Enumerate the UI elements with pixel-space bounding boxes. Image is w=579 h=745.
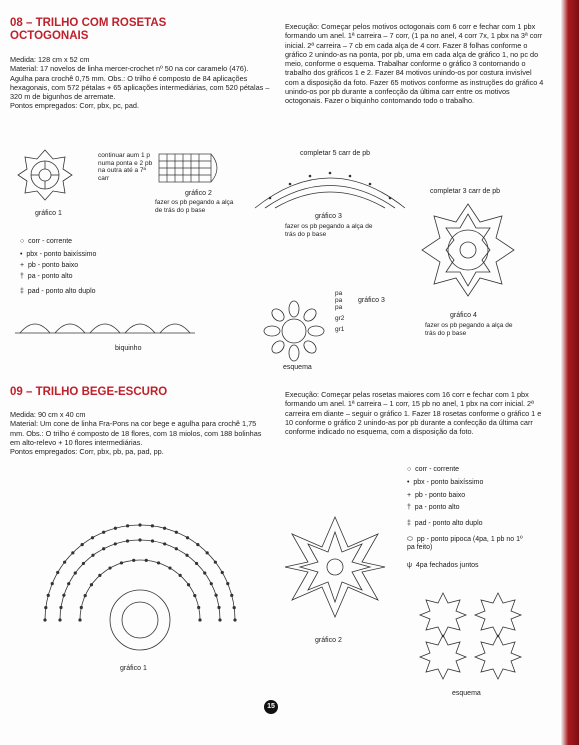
section-08-material: Material: 17 novelos de linha mercer-crochet nº 50 na cor caramelo (476). Agulha para crochê 0,75 mm. Obs.: O trilho é composto de 84 aplicações hexagonais, com 572 pétalas + 65 aplicações intermediárias, com 520 pétalas – 320 m de bigunhos de arremate. bbox=[10, 64, 270, 102]
section-08-pontos: Pontos empregados: Corr, pbx, pc, pad. bbox=[10, 101, 139, 111]
section-09-grafico-1-diagram bbox=[25, 480, 255, 660]
legend-item bbox=[407, 536, 527, 552]
stitch-dot bbox=[193, 594, 196, 597]
section-09-esquema-diagram bbox=[418, 585, 528, 685]
legend-item bbox=[407, 562, 479, 569]
stitch-dot bbox=[90, 583, 93, 586]
section-09-execucao: Execução: Começar pelas rosetas maiores com 16 corr e fechar com 1 pbx formando um anel. 1ª carreira – 1 corr, 15 pb no anel, 1 pbx na corr inicial. 2ª carreira em diante – seguir o gráfico 1. Fazer 18 rosetas conforme o gráfico 1 e 10 conforme o gráfico 2 unindo-as por pb durante a confecção da última carr conforme indicado no esquema, com a disposição da foto. bbox=[285, 390, 542, 437]
legend-text: 4pa fechados juntos bbox=[415, 562, 479, 569]
stitch-dot bbox=[120, 561, 123, 564]
legend-item bbox=[20, 273, 73, 280]
stitch-dot bbox=[203, 571, 206, 574]
stitch-dot bbox=[98, 574, 101, 577]
stitch-dot bbox=[43, 618, 46, 621]
stitch-dot bbox=[102, 531, 105, 534]
esquema-label: pa bbox=[335, 297, 343, 304]
section-09-body bbox=[10, 410, 272, 456]
stitch-dot bbox=[168, 566, 171, 569]
stitch-dot bbox=[226, 582, 229, 585]
stitch-dot bbox=[195, 562, 198, 565]
legend-item bbox=[20, 251, 96, 258]
legend-symbol: ⬭ bbox=[407, 536, 413, 543]
legend-item bbox=[20, 288, 96, 295]
stitch-dot bbox=[71, 551, 74, 554]
section-08-grafico-4-label: gráfico 4 bbox=[450, 312, 477, 319]
section-08-grafico-4-note: fazer os pb pegando a alça de trás do p base bbox=[425, 322, 513, 337]
stitch-dot bbox=[138, 538, 141, 541]
legend-symbol: ○ bbox=[20, 238, 25, 245]
stitch-dot bbox=[217, 606, 220, 609]
section-08-title-line1: 08 – TRILHO COM ROSETAS bbox=[10, 17, 167, 29]
legend-symbol: + bbox=[20, 262, 25, 269]
legend-text: pbx - ponto baixíssimo bbox=[413, 479, 484, 486]
section-09-grafico-2-label: gráfico 2 bbox=[315, 637, 342, 644]
stitch-dot bbox=[114, 527, 117, 530]
stitch-dot bbox=[151, 539, 154, 542]
legend-text: pb - ponto baixo bbox=[414, 492, 466, 499]
stitch-dot bbox=[198, 618, 201, 621]
stitch-dot bbox=[91, 536, 94, 539]
stitch-dot bbox=[74, 571, 77, 574]
legend-symbol: ψ bbox=[407, 562, 412, 569]
legend-symbol: • bbox=[407, 479, 410, 486]
legend-item bbox=[20, 262, 78, 269]
legend-item bbox=[407, 492, 465, 499]
legend-text: pp - ponto pipoca (4pa, 1 pb no 1º pa feito) bbox=[407, 536, 523, 551]
legend-text: pad - ponto alto duplo bbox=[414, 520, 483, 527]
stitch-dot bbox=[157, 561, 160, 564]
legend-text: pbx - ponto baixíssimo bbox=[26, 251, 97, 258]
stitch-dot bbox=[126, 539, 129, 542]
legend-text: corr - corrente bbox=[28, 238, 73, 245]
section-09-grafico-1-label: gráfico 1 bbox=[120, 665, 147, 672]
stitch-dot bbox=[84, 594, 87, 597]
stitch-dot bbox=[145, 559, 148, 562]
legend-symbol: + bbox=[407, 492, 412, 499]
section-08-esquema-label: esquema bbox=[283, 364, 312, 371]
section-08-grafico-3-label: gráfico 3 bbox=[315, 213, 342, 220]
stitch-dot bbox=[218, 618, 221, 621]
stitch-dot bbox=[233, 606, 236, 609]
stitch-dot bbox=[67, 582, 70, 585]
legend-symbol: † bbox=[407, 504, 411, 511]
section-08-biquinho-label: biquinho bbox=[115, 345, 142, 352]
stitch-dot bbox=[179, 574, 182, 577]
stitch-dot bbox=[230, 594, 233, 597]
section-08-grafico-1-diagram bbox=[15, 145, 75, 205]
section-08-esquema-diagram bbox=[262, 296, 332, 361]
legend-symbol: ○ bbox=[407, 466, 412, 473]
legend-item bbox=[407, 479, 483, 486]
esquema-label: pa bbox=[335, 304, 343, 311]
section-08-grafico-3-diagram bbox=[250, 158, 410, 213]
stitch-dot bbox=[214, 561, 217, 564]
esquema-label: pa bbox=[335, 290, 343, 297]
stitch-dot bbox=[175, 531, 178, 534]
page-edge-decoration bbox=[561, 0, 579, 745]
stitch-dot bbox=[210, 582, 213, 585]
legend-symbol: • bbox=[20, 251, 23, 258]
stitch-dot bbox=[163, 527, 166, 530]
stitch-dot bbox=[214, 594, 217, 597]
section-09-medida: Medida: 90 cm x 40 cm bbox=[10, 410, 86, 419]
stitch-dot bbox=[138, 523, 141, 526]
legend-item bbox=[20, 238, 72, 245]
stitch-dot bbox=[51, 582, 54, 585]
stitch-dot bbox=[206, 551, 209, 554]
stitch-dot bbox=[197, 606, 200, 609]
section-08-esquema-grafico3-label: gráfico 3 bbox=[358, 297, 385, 304]
section-09-esquema-label: esquema bbox=[452, 690, 481, 697]
section-09-material: Material: Um cone de linha Fra-Pons na cor bege e agulha para crochê 1,75 mm. Obs.: O trilho é composto de 18 flores, com 18 miolos, com 188 bolinhas em alto-relevo + 10 flores intermediárias. bbox=[10, 419, 262, 447]
stitch-dot bbox=[132, 559, 135, 562]
section-08-grafico-3-top-note: completar 5 carr de pb bbox=[300, 150, 371, 157]
stitch-dot bbox=[233, 618, 236, 621]
section-08-grafico-2-note: fazer os pb pegando a alça de trás do p base bbox=[155, 199, 234, 214]
section-09-grafico-2-diagram bbox=[280, 512, 390, 622]
section-09-title: 09 – TRILHO BEGE-ESCURO bbox=[10, 386, 168, 398]
legend-text: pa - ponto alto bbox=[414, 504, 460, 511]
stitch-dot bbox=[221, 571, 224, 574]
stitch-dot bbox=[196, 543, 199, 546]
page-number: 15 bbox=[264, 700, 278, 714]
section-09-pontos: Pontos empregados: Corr, pbx, pb, pa, pad, pp. bbox=[10, 447, 164, 457]
stitch-dot bbox=[102, 547, 105, 550]
section-08-grafico-4-top-note: completar 3 carr de pb bbox=[430, 188, 501, 195]
stitch-dot bbox=[62, 594, 65, 597]
legend-text: corr - corrente bbox=[415, 466, 460, 473]
section-08-grafico-2-continue-note: continuar aum 1 p numa ponta e 2 pb na outra até a 7ª carr bbox=[98, 152, 153, 182]
stitch-dot bbox=[82, 562, 85, 565]
stitch-dot bbox=[91, 554, 94, 557]
stitch-dot bbox=[114, 542, 117, 545]
section-08-biquinho-diagram bbox=[15, 313, 195, 343]
section-08-grafico-1-label: gráfico 1 bbox=[35, 210, 62, 217]
section-08-esquema-labels bbox=[335, 290, 344, 333]
stitch-dot bbox=[108, 566, 111, 569]
section-08-grafico-2-diagram bbox=[155, 148, 225, 188]
stitch-dot bbox=[63, 561, 66, 564]
esquema-label: gr2 bbox=[335, 315, 345, 322]
legend-symbol: ‡ bbox=[20, 288, 24, 295]
stitch-dot bbox=[163, 542, 166, 545]
stitch-dot bbox=[175, 547, 178, 550]
section-08-title-line2: OCTOGONAIS bbox=[10, 30, 89, 42]
legend-text: pb - ponto baixo bbox=[27, 262, 79, 269]
stitch-dot bbox=[151, 524, 154, 527]
legend-item bbox=[407, 466, 459, 473]
stitch-dot bbox=[81, 543, 84, 546]
esquema-label: gr1 bbox=[335, 326, 345, 333]
stitch-dot bbox=[186, 536, 189, 539]
section-08-execucao: Execução: Começar pelos motivos octogonais com 6 corr e fechar com 1 pbx formando um anel. 1ª carreira – 7 corr, (1 pa no anel, 4 corr 7x, 1 pbx na 3ª corr inicial. 2ª carreira – 7 cb em cada alça de 4 corr. Fazer 8 folhas conforme o gráfico 2 unindo-as na ponta, por pb, uma em cada alça de gráfico 1, no pc do meio, conforme o esquema. Trabalhar conforme o gráfico 3 contornando o trabalho dos gráficos 1 e 2. Fazer 84 motivos unindo-os por costura invisível com a disposição da foto. Fazer 65 motivos conforme as instruções do gráfico 4 unindo-os por pb durante a confecção da última carr entre os motivos octogonais. Fazer o biquinho contornando todo o trabalho. bbox=[285, 22, 544, 106]
stitch-dot bbox=[44, 606, 47, 609]
legend-symbol: † bbox=[20, 273, 24, 280]
section-08-body bbox=[10, 55, 272, 111]
legend-symbol: ‡ bbox=[407, 520, 411, 527]
section-08-medida: Medida: 128 cm x 52 cm bbox=[10, 55, 90, 64]
stitch-dot bbox=[56, 571, 59, 574]
stitch-dot bbox=[59, 606, 62, 609]
legend-text: pad - ponto alto duplo bbox=[27, 288, 96, 295]
stitch-dot bbox=[126, 524, 129, 527]
stitch-dot bbox=[80, 606, 83, 609]
legend-item bbox=[407, 504, 460, 511]
legend-text: pa - ponto alto bbox=[27, 273, 73, 280]
stitch-dot bbox=[78, 618, 81, 621]
stitch-dot bbox=[58, 618, 61, 621]
section-08-grafico-4-diagram bbox=[418, 200, 518, 300]
stitch-dot bbox=[185, 554, 188, 557]
stitch-dot bbox=[47, 594, 50, 597]
section-08-grafico-3-note: fazer os pb pegando a alça de trás do p base bbox=[285, 223, 373, 238]
legend-item bbox=[407, 520, 483, 527]
section-08-grafico-2-label: gráfico 2 bbox=[185, 190, 212, 197]
stitch-dot bbox=[187, 583, 190, 586]
